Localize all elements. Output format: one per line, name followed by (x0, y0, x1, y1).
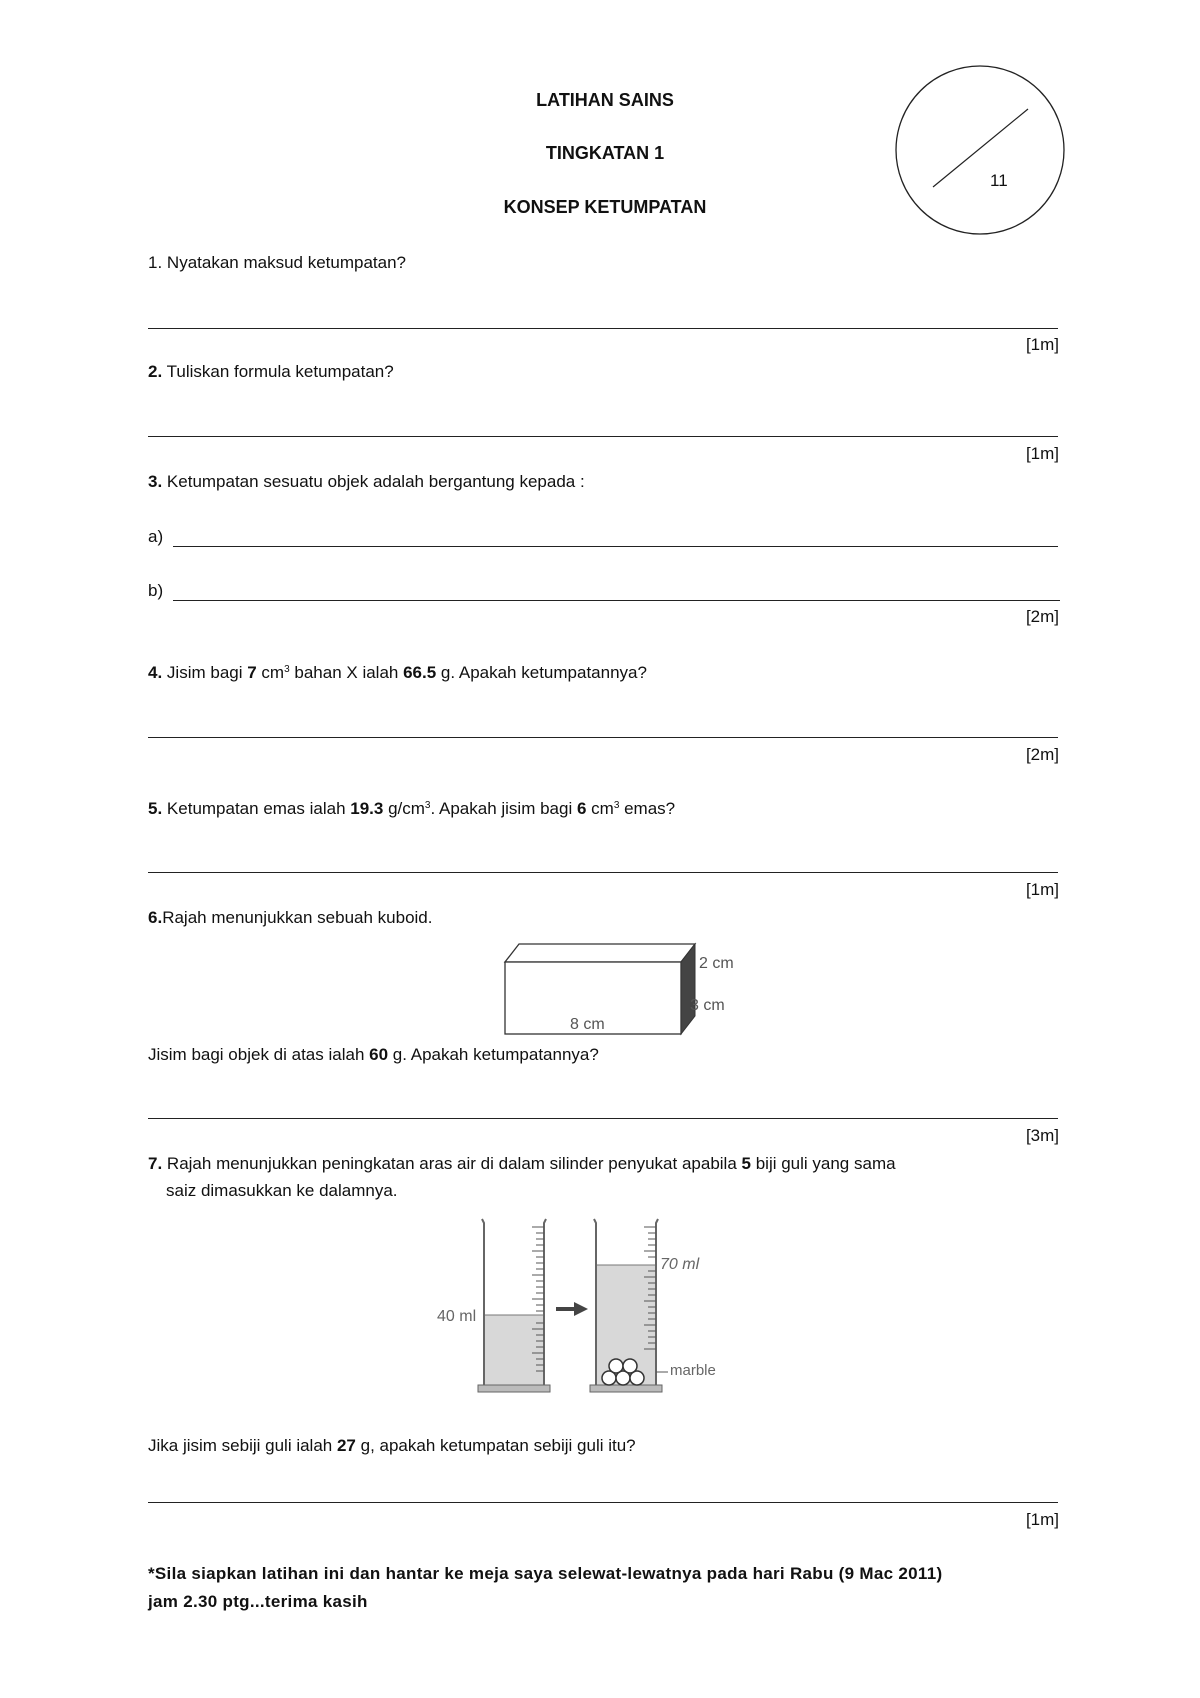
q7-number: 7. (148, 1154, 163, 1173)
question-7 (148, 1152, 1068, 1176)
q4-volume: 7 (247, 663, 257, 682)
answer-line-4[interactable] (148, 737, 1058, 738)
cuboid-width-label: 3 cm (690, 997, 725, 1014)
answer-line-3a[interactable] (173, 546, 1058, 547)
question-2 (148, 360, 394, 384)
answer-line-6[interactable] (148, 1118, 1058, 1119)
mark-q2: [1m] (1025, 444, 1059, 463)
q5-unit-superscript-1: 3 (424, 800, 431, 811)
question-6-prompt (148, 1043, 599, 1067)
q7-text-2: biji guli yang sama (750, 1154, 896, 1173)
question-5 (148, 797, 675, 821)
cuboid-length-label: 8 cm (570, 1016, 605, 1033)
q6-prompt-text-2: g. Apakah ketumpatannya? (388, 1045, 599, 1064)
q6-number: 6. (148, 908, 163, 927)
mark-q1: [1m] (1025, 335, 1059, 354)
submission-note (148, 1560, 1068, 1616)
q7-prompt-text-2: g, apakah ketumpatan sebiji guli itu? (355, 1436, 636, 1455)
mark-q4: [2m] (1025, 745, 1059, 764)
q7-text-1: Rajah menunjukkan peningkatan aras air di dalam silinder penyukat apabila (166, 1154, 742, 1173)
q7-mass: 27 (336, 1436, 356, 1455)
mark-q7: [1m] (1025, 1510, 1059, 1529)
question-1 (148, 251, 406, 275)
q4-text-3: g. Apakah ketumpatannya? (436, 663, 647, 682)
answer-line-7[interactable] (148, 1502, 1058, 1503)
q7-count: 5 (741, 1154, 751, 1173)
q4-unit: cm (256, 663, 285, 682)
q4-text-1: Jisim bagi (166, 663, 248, 682)
cuboid-diagram (495, 938, 755, 1038)
q4-unit-superscript: 3 (284, 664, 290, 675)
question-7-prompt (148, 1434, 636, 1458)
marble-label: marble (670, 1362, 716, 1379)
q3-option-a-label: a) (148, 527, 164, 546)
q5-text-2: . Apakah jisim bagi (430, 799, 577, 818)
answer-line-5[interactable] (148, 872, 1058, 873)
q4-number: 4. (148, 663, 163, 682)
q2-text: Tuliskan formula ketumpatan? (166, 362, 394, 381)
answer-line-1[interactable] (148, 328, 1058, 329)
answer-line-2[interactable] (148, 436, 1058, 437)
q6-text: Rajah menunjukkan sebuah kuboid. (162, 908, 433, 927)
q2-number: 2. (148, 362, 163, 381)
submission-note-line-1: *Sila siapkan latihan ini dan hantar ke meja saya selewat-lewatnya pada hari Rabu (9 Mac 2011) (148, 1564, 943, 1583)
measuring-cylinder-diagram (470, 1215, 770, 1405)
question-7-line-2: saiz dimasukkan ke dalamnya. (166, 1181, 398, 1200)
q7-prompt-text-1: Jika jisim sebiji guli ialah (148, 1436, 337, 1455)
mark-q3: [2m] (1025, 607, 1059, 626)
before-volume-label: 40 ml (437, 1308, 477, 1325)
score-total: 11 (990, 171, 1008, 190)
q5-unit-superscript-2: 3 (613, 800, 620, 811)
after-volume-label: 70 ml (660, 1256, 700, 1273)
q5-unit-2: cm (586, 799, 614, 818)
score-circle (890, 65, 1070, 245)
q4-text-2: bahan X ialah (289, 663, 404, 682)
q6-prompt-text-1: Jisim bagi objek di atas ialah (148, 1045, 370, 1064)
q5-text-3: emas? (619, 799, 676, 818)
mark-q6: [3m] (1025, 1126, 1059, 1145)
question-6 (148, 906, 433, 930)
answer-line-3b[interactable] (173, 600, 1060, 601)
cuboid-height-label: 2 cm (699, 955, 734, 972)
q1-text: Nyatakan maksud ketumpatan? (166, 253, 407, 272)
q5-number: 5. (148, 799, 163, 818)
question-4 (148, 661, 647, 685)
question-3 (148, 470, 585, 494)
q5-density: 19.3 (350, 799, 384, 818)
mark-q5: [1m] (1025, 880, 1059, 899)
q5-volume: 6 (576, 799, 587, 818)
q5-text-1: Ketumpatan emas ialah (166, 799, 351, 818)
worksheet-title: LATIHAN SAINS (536, 90, 674, 110)
q5-unit-1: g/cm (383, 799, 425, 818)
worksheet-topic: KONSEP KETUMPATAN (503, 197, 707, 217)
q3-number: 3. (148, 472, 163, 491)
q6-mass: 60 (369, 1045, 389, 1064)
submission-note-line-2: jam 2.30 ptg...terima kasih (148, 1592, 368, 1611)
q1-number: 1. (148, 253, 163, 272)
q3-option-b-label: b) (148, 581, 164, 600)
q3-text: Ketumpatan sesuatu objek adalah bergantung kepada : (166, 472, 585, 491)
worksheet-level: TINGKATAN 1 (545, 143, 665, 163)
q4-mass: 66.5 (403, 663, 437, 682)
